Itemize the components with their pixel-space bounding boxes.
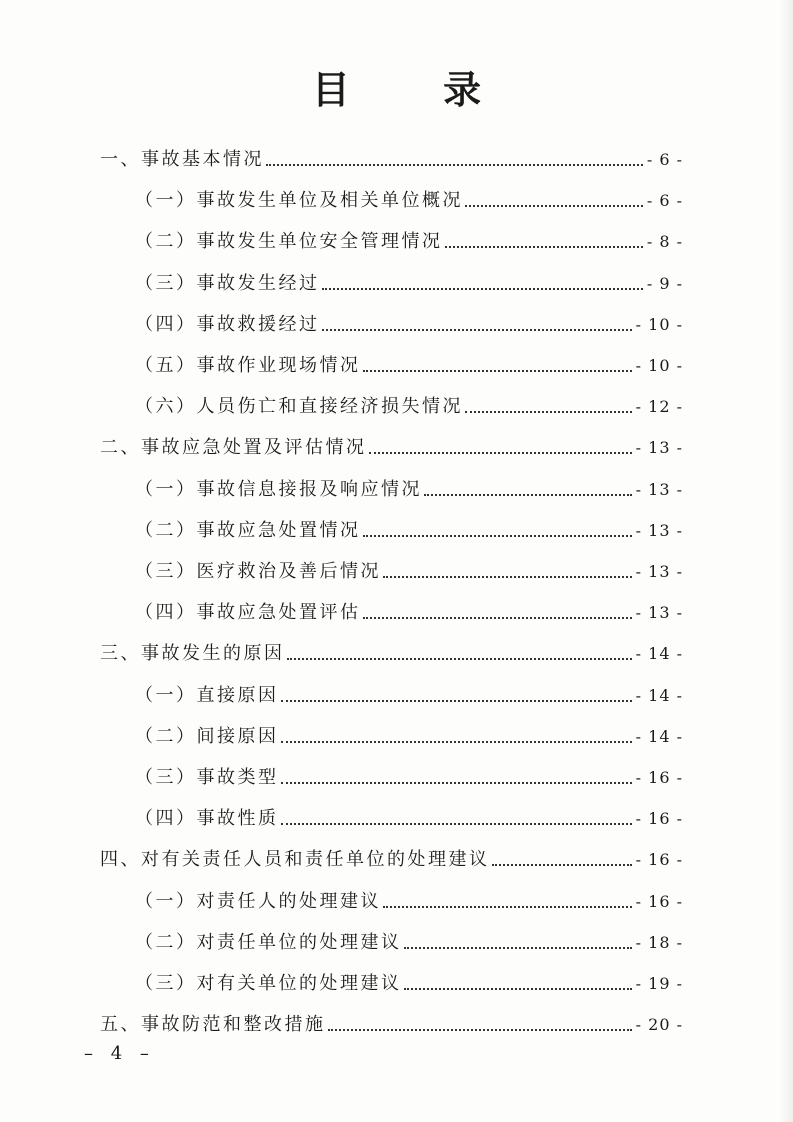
- toc-entry[interactable]: [135, 925, 683, 955]
- toc-entry[interactable]: [135, 719, 683, 749]
- toc-leader-dots: [322, 288, 643, 290]
- toc-entry-page: - 13 -: [635, 480, 683, 499]
- toc-entry[interactable]: [135, 307, 683, 337]
- toc-leader-dots: [281, 700, 632, 702]
- toc-leader-dots: [363, 617, 632, 619]
- toc-leader-dots: [281, 741, 632, 743]
- toc-entry-page: - 16 -: [635, 892, 683, 911]
- toc-entry[interactable]: [135, 554, 683, 584]
- toc-entry-page: - 18 -: [635, 933, 683, 952]
- toc-entry-label: （四）事故救援经过: [135, 314, 320, 335]
- toc-entry-label: 五、事故防范和整改措施: [100, 1014, 326, 1035]
- toc-entry-page: - 10 -: [635, 315, 683, 334]
- toc-entry-page: - 20 -: [635, 1015, 683, 1034]
- toc-entry-label: （二）事故应急处置情况: [135, 520, 361, 541]
- toc-entry-label: 一、事故基本情况: [100, 149, 264, 170]
- toc-entry[interactable]: [135, 183, 683, 213]
- toc-leader-dots: [322, 329, 632, 331]
- toc-leader-dots: [328, 1029, 632, 1031]
- toc-entry[interactable]: [100, 430, 683, 460]
- toc-leader-dots: [266, 164, 643, 166]
- page-edge-shadow: [779, 0, 793, 1122]
- toc-leader-dots: [492, 864, 632, 866]
- toc-entry[interactable]: [135, 389, 683, 419]
- toc-entry[interactable]: [135, 266, 683, 296]
- toc-entry-label: （四）事故性质: [135, 808, 279, 829]
- toc-leader-dots: [383, 906, 632, 908]
- toc-leader-dots: [404, 988, 632, 990]
- toc-entry-label: 四、对有关责任人员和责任单位的处理建议: [100, 849, 490, 870]
- toc-leader-dots: [445, 246, 643, 248]
- toc-entry[interactable]: [135, 224, 683, 254]
- toc-leader-dots: [363, 370, 632, 372]
- toc-entry-page: - 10 -: [635, 356, 683, 375]
- toc-entry-label: （二）间接原因: [135, 726, 279, 747]
- toc-entry-page: - 8 -: [646, 232, 683, 251]
- toc-leader-dots: [404, 947, 632, 949]
- toc-entry[interactable]: [135, 678, 683, 708]
- toc-entry-label: （三）事故发生经过: [135, 273, 320, 294]
- toc-entry-label: （四）事故应急处置评估: [135, 602, 361, 623]
- toc-leader-dots: [465, 205, 643, 207]
- toc-entry-page: - 9 -: [646, 274, 683, 293]
- toc-entry[interactable]: [135, 348, 683, 378]
- toc-entry-page: - 14 -: [635, 727, 683, 746]
- toc-entry-label: （三）医疗救治及善后情况: [135, 561, 381, 582]
- toc-entry-label: （一）事故发生单位及相关单位概况: [135, 190, 463, 211]
- toc-entry[interactable]: [100, 1007, 683, 1037]
- toc-entry-page: - 14 -: [635, 686, 683, 705]
- toc-entry[interactable]: [100, 142, 683, 172]
- toc-entry[interactable]: [135, 595, 683, 625]
- toc-entry-page: - 14 -: [635, 644, 683, 663]
- toc-entry[interactable]: [135, 760, 683, 790]
- toc-leader-dots: [287, 658, 632, 660]
- toc-entry-label: （一）事故信息接报及响应情况: [135, 479, 422, 500]
- toc-entry-label: （一）对责任人的处理建议: [135, 891, 381, 912]
- toc-leader-dots: [363, 535, 632, 537]
- toc-entry-label: （二）对责任单位的处理建议: [135, 932, 402, 953]
- toc-entry-label: （二）事故发生单位安全管理情况: [135, 231, 443, 252]
- toc-entry-page: - 19 -: [635, 974, 683, 993]
- toc-entry-page: - 12 -: [635, 397, 683, 416]
- toc-entry-label: （三）对有关单位的处理建议: [135, 973, 402, 994]
- toc-entry-page: - 13 -: [635, 438, 683, 457]
- toc-entry[interactable]: [135, 801, 683, 831]
- toc-entry-page: - 16 -: [635, 809, 683, 828]
- toc-entry-label: 三、事故发生的原因: [100, 643, 285, 664]
- toc-entry-label: （一）直接原因: [135, 685, 279, 706]
- toc-entry[interactable]: [135, 472, 683, 502]
- toc-leader-dots: [383, 576, 632, 578]
- toc-entry[interactable]: [135, 513, 683, 543]
- page-title: 目 录: [311, 67, 522, 112]
- toc-entry-label: 二、事故应急处置及评估情况: [100, 437, 367, 458]
- toc-entry[interactable]: [100, 842, 683, 872]
- page-number: – 4 –: [84, 1043, 155, 1064]
- toc-entry[interactable]: [135, 966, 683, 996]
- toc-entry-label: （五）事故作业现场情况: [135, 355, 361, 376]
- toc-entry-page: - 16 -: [635, 850, 683, 869]
- toc-entry[interactable]: [135, 884, 683, 914]
- toc-entry-label: （六）人员伤亡和直接经济损失情况: [135, 396, 463, 417]
- toc-leader-dots: [281, 782, 632, 784]
- toc-entry-page: - 16 -: [635, 768, 683, 787]
- toc-entry-page: - 6 -: [646, 191, 683, 210]
- toc-leader-dots: [281, 823, 632, 825]
- toc-entry-page: - 13 -: [635, 521, 683, 540]
- toc-entry-page: - 6 -: [646, 150, 683, 169]
- toc-leader-dots: [424, 494, 632, 496]
- toc-leader-dots: [369, 452, 632, 454]
- toc-entry-label: （三）事故类型: [135, 767, 279, 788]
- toc-entry-page: - 13 -: [635, 603, 683, 622]
- toc-leader-dots: [465, 411, 632, 413]
- toc-entry[interactable]: [100, 636, 683, 666]
- toc-entry-page: - 13 -: [635, 562, 683, 581]
